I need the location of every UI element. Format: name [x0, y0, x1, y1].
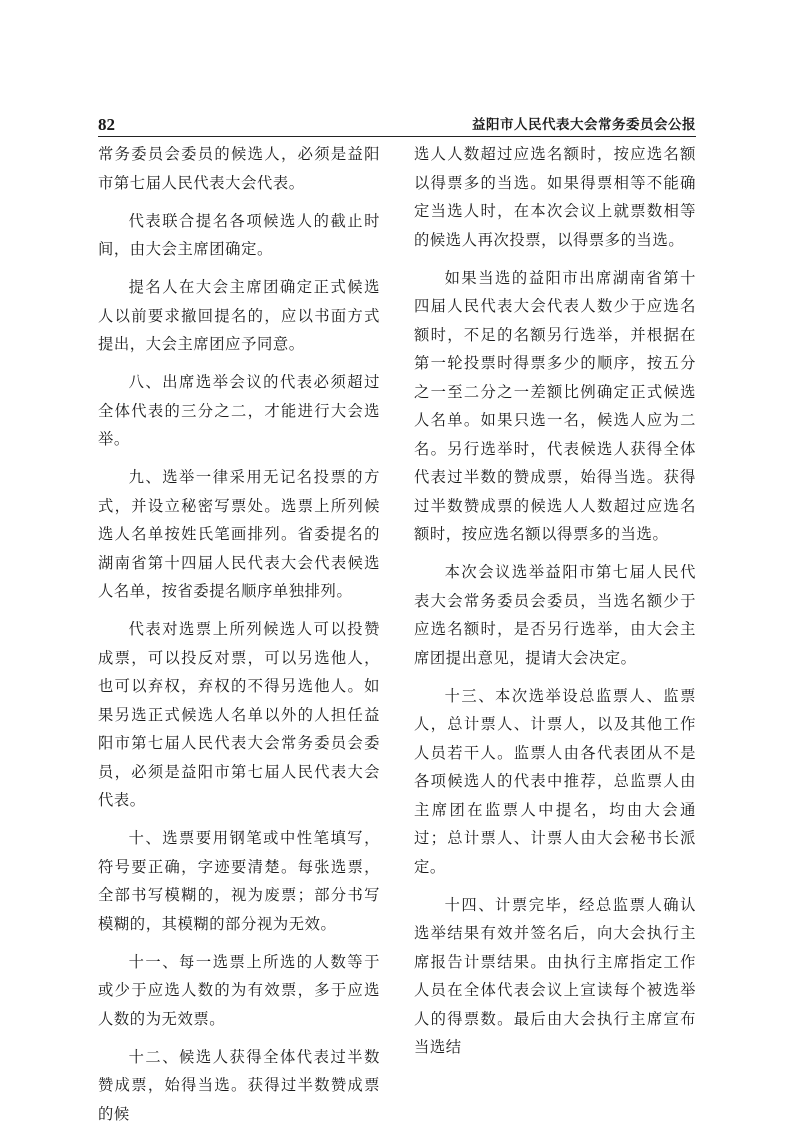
paragraph: 十一、每一选票上所选的人数等于或少于应选人数的为有效票，多于应选人数的为无效票。: [98, 952, 380, 1028]
page-number: 82: [98, 115, 115, 134]
paragraph: 本次会议选举益阳市第七届人民代表大会常务委员会委员，当选名额少于应选名额时，是否另行选举，由大会主席团提出意见，提请大会决定。: [414, 563, 696, 667]
left-column: [98, 140, 380, 1138]
paragraph: 十四、计票完毕，经总监票人确认选举结果有效并签名后，向大会执行主席报告计票结果。由执行主席指定工作人员在全体代表会议上宣读每个被选举人的得票数。最后由大会执行主席宣布当选结: [414, 895, 696, 1056]
page-header: [98, 112, 696, 137]
paragraph: 十二、候选人获得全体代表过半数赞成票，始得当选。获得过半数赞成票的候: [98, 1047, 380, 1123]
right-column: [414, 140, 696, 1071]
paragraph: 如果当选的益阳市出席湖南省第十四届人民代表大会代表人数少于应选名额时，不足的名额另行选举，并根据在第一轮投票时得票多少的顺序，按五分之一至二分之一差额比例确定正式候选人名单。如果只选一名，候选人应为二名。另行选举时，代表候选人获得全体代表过半数的赞成票，始得当选。获得过半数赞成票的候选人人数超过应选名额时，按应选名额以得票多的当选。: [414, 268, 696, 543]
paragraph: 九、选举一律采用无记名投票的方式，并设立秘密写票处。选票上所列候选人名单按姓氏笔画排列。省委提名的湖南省第十四届人民代表大会代表候选人名单，按省委提名顺序单独排列。: [98, 468, 380, 600]
paragraph: 代表联合提名各项候选人的截止时间，由大会主席团确定。: [98, 211, 380, 258]
paragraph: 十、选票要用钢笔或中性笔填写，符号要正确，字迹要清楚。每张选票，全部书写模糊的，视为废票；部分书写模糊的，其模糊的部分视为无效。: [98, 829, 380, 933]
paragraph: 提名人在大会主席团确定正式候选人以前要求撤回提名的，应以书面方式提出，大会主席团应予同意。: [98, 278, 380, 353]
paragraph: 常务委员会委员的候选人，必须是益阳市第七届人民代表大会代表。: [98, 145, 380, 192]
paragraph: 八、出席选举会议的代表必须超过全体代表的三分之二，才能进行大会选举。: [98, 373, 380, 448]
paragraph: 代表对选票上所列候选人可以投赞成票，可以投反对票，可以另选他人，也可以弃权，弃权的不得另选他人。如果另选正式候选人名单以外的人担任益阳市第七届人民代表大会常务委员会委员，必须是益阳市第七届人民代表大会代表。: [98, 620, 380, 809]
paragraph: 十三、本次选举设总监票人、监票人，总计票人、计票人，以及其他工作人员若干人。监票人由各代表团从不是各项候选人的代表中推荐，总监票人由主席团在监票人中提名，均由大会通过；总计票人、计票人由大会秘书长派定。: [414, 686, 696, 876]
paragraph: 选人人数超过应选名额时，按应选名额以得票多的当选。如果得票相等不能确定当选人时，在本次会议上就票数相等的候选人再次投票，以得票多的当选。: [414, 145, 696, 249]
journal-title: 益阳市人民代表大会常务委员会公报: [472, 117, 696, 133]
